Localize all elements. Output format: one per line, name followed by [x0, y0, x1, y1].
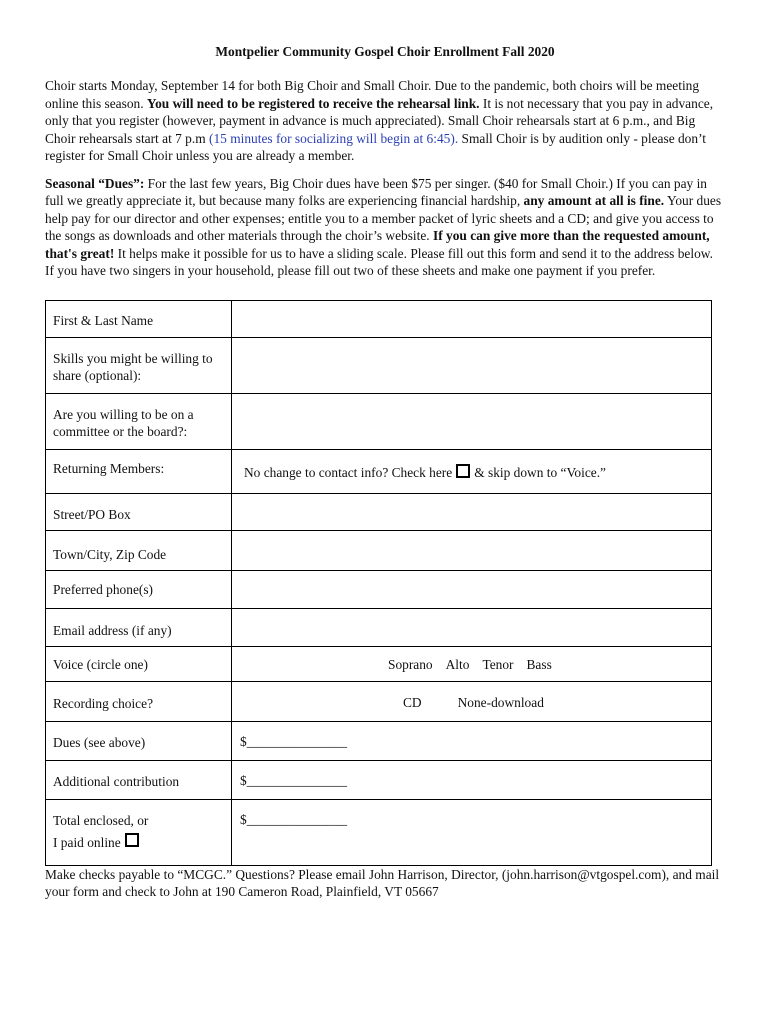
dues-emphasis: any amount at all is fine. [523, 193, 665, 208]
voice-label: Voice (circle one) [46, 646, 232, 681]
intro-text: It is not necessary that you pay in advance, only that you register (however, payment in advance is much appreciated). Small Choir rehearsals start at 6 p.m., and Big Choir rehearsals start at 7 p.m [45, 95, 714, 146]
dues-amount-blank: $_______________ [240, 733, 348, 749]
total-field[interactable] [232, 799, 712, 865]
recording-option-download[interactable]: None-download [457, 694, 544, 710]
skills-label: Skills you might be willing to share (optional): [46, 337, 232, 393]
dues-field[interactable] [232, 721, 712, 760]
dues-text: It helps make it possible for us to have a sliding scale. Please fill out this form and send it to the address below. If you have two singers in your household, please fill out two of these sheets and make one payment if you prefer. [45, 245, 713, 278]
intro-paragraph [45, 77, 725, 165]
page-title: Montpelier Community Gospel Choir Enrollment Fall 2020 [215, 44, 555, 59]
skills-field[interactable] [232, 337, 712, 393]
no-change-text: No change to contact info? Check here [244, 464, 453, 480]
dues-text: For the last few years, Big Choir dues have been $75 per singer. ($40 for Small Choir.) If you can pay in full we greatly appreciate it, but because many folks are experiencing financial hardship, [45, 175, 707, 208]
intro-text: Choir starts Monday, September 14 for both Big Choir and Small Choir. Due to the pandemic, both choirs will be meeting online this season. [45, 78, 700, 111]
dues-label: Dues (see above) [46, 721, 232, 760]
footer-instructions: Make checks payable to “MCGC.” Questions? Please email John Harrison, Director, (john.harrison@vtgospel.com), and mail your form and check to John at 190 Cameron Road, Plainfield, VT 05667 [45, 866, 720, 899]
voice-option-tenor[interactable]: Tenor [482, 656, 514, 672]
enrollment-table [45, 300, 712, 866]
phone-label: Preferred phone(s) [46, 570, 232, 608]
name-field[interactable] [232, 300, 712, 337]
voice-option-soprano[interactable]: Soprano [388, 656, 433, 672]
registration-note: You will need to be registered to receive the rehearsal link. [146, 95, 480, 111]
phone-field[interactable] [232, 570, 712, 608]
recording-field [232, 681, 712, 721]
additional-label: Additional contribution [46, 760, 232, 799]
town-label: Town/City, Zip Code [46, 530, 232, 570]
dues-emphasis: If you can give more than the requested amount, that's great! [45, 228, 710, 261]
paid-online-checkbox[interactable] [125, 833, 139, 847]
additional-amount-blank: $_______________ [240, 772, 348, 788]
town-field[interactable] [232, 530, 712, 570]
street-label: Street/PO Box [46, 493, 232, 530]
email-field[interactable] [232, 608, 712, 646]
email-label: Email address (if any) [46, 608, 232, 646]
name-label: First & Last Name [46, 300, 232, 337]
returning-label: Returning Members: [46, 449, 232, 493]
socializing-note: (15 minutes for socializing will begin at 6:45). [209, 130, 459, 146]
voice-option-bass[interactable]: Bass [526, 656, 552, 672]
returning-field [232, 449, 712, 493]
intro-text: Small Choir is by audition only - please don’t register for Small Choir unless you are already a member. [45, 130, 707, 163]
recording-option-cd[interactable]: CD [403, 694, 422, 710]
recording-label: Recording choice? [46, 681, 232, 721]
total-label [46, 799, 232, 865]
no-change-checkbox[interactable] [456, 464, 470, 478]
dues-heading: Seasonal “Dues”: [45, 175, 145, 191]
additional-field[interactable] [232, 760, 712, 799]
paid-online-text: I paid online [53, 834, 121, 850]
total-amount-blank: $_______________ [240, 811, 348, 827]
voice-field [232, 646, 712, 681]
enrollment-form-page [45, 44, 725, 901]
dues-paragraph [45, 175, 725, 280]
total-text: Total enclosed, or [53, 812, 149, 828]
committee-label: Are you willing to be on a committee or the board?: [46, 393, 232, 449]
voice-option-alto[interactable]: Alto [445, 656, 470, 672]
dues-text: Your dues help pay for our director and other expenses; entitle you to a member packet of lyric sheets and a CD; and give you access to the songs as downloads and other materials through the choir’s website. [45, 193, 722, 243]
paid-online-row [53, 833, 224, 851]
skip-text: & skip down to “Voice.” [474, 464, 606, 480]
committee-field[interactable] [232, 393, 712, 449]
street-field[interactable] [232, 493, 712, 530]
